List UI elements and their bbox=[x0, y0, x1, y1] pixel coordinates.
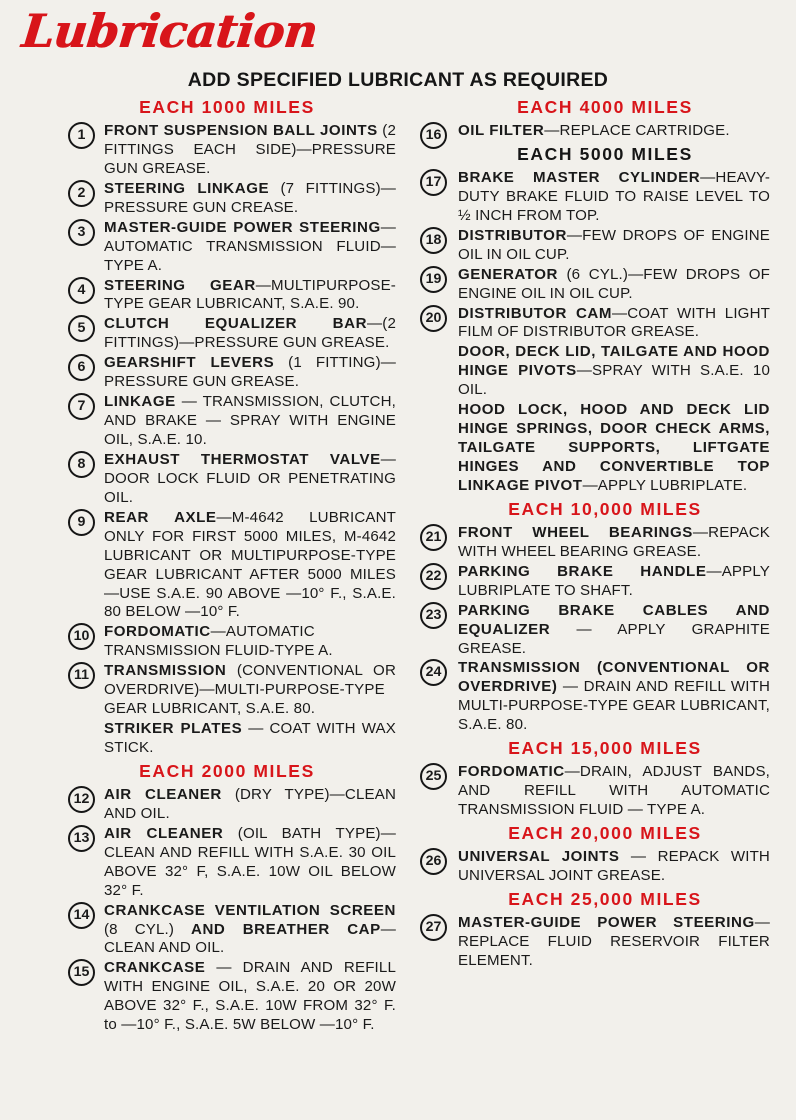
item-lead: FRONT WHEEL BEARINGS bbox=[458, 523, 693, 541]
item-body: —AUTOMATIC TRANSMISSION FLUID—TYPE A. bbox=[104, 218, 396, 274]
section-header: EACH 4000 MILES bbox=[517, 97, 693, 117]
item-lead: UNIVERSAL JOINTS bbox=[458, 848, 620, 865]
right-column bbox=[410, 94, 796, 972]
item-number-badge: 3 bbox=[68, 219, 95, 246]
lubrication-item bbox=[68, 122, 396, 179]
section-header: EACH 1000 MILES bbox=[139, 97, 315, 117]
item-number-badge: 4 bbox=[68, 277, 95, 304]
item-number-badge: 8 bbox=[68, 451, 95, 478]
item-body: —REPLACE CARTRIDGE. bbox=[544, 122, 730, 139]
lubrication-item bbox=[418, 169, 770, 226]
item-number-badge: 19 bbox=[420, 266, 447, 293]
item-number-badge: 23 bbox=[420, 602, 447, 629]
item-lead: CRANKCASE VENTILATION SCREEN bbox=[104, 901, 396, 919]
item-lead: TRANSMISSION (CONVENTIONAL OR OVERDRIVE) bbox=[458, 659, 770, 696]
item-lead: TRANSMISSION bbox=[104, 662, 227, 680]
lubrication-item bbox=[68, 451, 396, 508]
item-body: —AUTOMATIC TRANSMISSION FLUID-TYPE A. bbox=[104, 623, 333, 660]
item-body: —APPLY LUBRIPLATE TO SHAFT. bbox=[458, 562, 770, 599]
item-lead: FRONT SUSPENSION BALL JOINTS bbox=[104, 122, 378, 139]
lubrication-item-unnumbered bbox=[418, 343, 770, 400]
item-number-badge: 10 bbox=[68, 623, 95, 650]
section-header: EACH 2000 MILES bbox=[139, 760, 315, 781]
lubrication-item bbox=[418, 227, 770, 265]
section-header: EACH 25,000 MILES bbox=[508, 888, 702, 909]
item-lead: PARKING BRAKE CABLES AND EQUALIZER bbox=[458, 601, 770, 638]
lubrication-item bbox=[68, 902, 396, 959]
item-lead: DISTRIBUTOR bbox=[458, 226, 567, 244]
item-number-badge: 6 bbox=[68, 354, 95, 381]
item-number-badge: 12 bbox=[68, 786, 95, 813]
item-number-badge: 26 bbox=[420, 848, 447, 875]
lubrication-item bbox=[68, 393, 396, 450]
item-lead: AIR CLEANER bbox=[104, 785, 222, 803]
item-body: (DRY TYPE)—CLEAN AND OIL. bbox=[104, 785, 396, 822]
item-body: — TRANSMISSION, CLUTCH, AND BRAKE — SPRAY WITH ENGINE OIL, S.A.E. 10. bbox=[104, 393, 396, 448]
item-lead: STEERING GEAR bbox=[104, 276, 256, 294]
item-number-badge: 9 bbox=[68, 509, 95, 536]
item-lead: STRIKER PLATES bbox=[104, 720, 243, 738]
item-body: —FEW DROPS OF ENGINE OIL IN OIL CUP. bbox=[458, 226, 770, 263]
item-body: — DRAIN AND REFILL WITH MULTI-PURPOSE-TYPE GEAR LUBRICANT, S.A.E. 80. bbox=[458, 678, 770, 734]
item-lead: HOOD LOCK, HOOD AND DECK LID HINGE SPRINGS, DOOR CHECK ARMS, TAILGATE SUPPORTS, LIFTGATE HINGES AND CONVERTIBLE TOP LINKAGE PIVOT bbox=[458, 401, 770, 494]
lubrication-item bbox=[68, 959, 396, 1035]
item-lead: OIL FILTER bbox=[458, 122, 545, 139]
item-body: —(2 FITTINGS)—PRESSURE GUN GREASE. bbox=[104, 315, 396, 352]
item-body: —REPLACE FLUID RESERVOIR FILTER ELEMENT. bbox=[458, 913, 770, 969]
page-title: Lubrication bbox=[19, 4, 320, 58]
item-number-badge: 14 bbox=[68, 902, 95, 929]
item-body: (1 FITTING)—PRESSURE GUN GREASE. bbox=[104, 354, 396, 391]
section-header: EACH 20,000 MILES bbox=[508, 823, 702, 843]
item-body: (CONVENTIONAL OR OVERDRIVE)—MULTI-PURPOSE-TYPE GEAR LUBRICANT, S.A.E. 80. bbox=[104, 662, 396, 718]
item-body: —MULTIPURPOSE-TYPE GEAR LUBRICANT, S.A.E. 90. bbox=[104, 276, 396, 313]
item-number-badge: 24 bbox=[420, 659, 447, 686]
item-body: —DRAIN, ADJUST BANDS, AND REFILL WITH AUTOMATIC TRANSMISSION FLUID — TYPE A. bbox=[458, 763, 770, 819]
section-header: EACH 5000 MILES bbox=[517, 143, 693, 164]
lubrication-item bbox=[418, 563, 770, 601]
item-number-badge: 13 bbox=[68, 825, 95, 852]
lubrication-item bbox=[418, 848, 770, 886]
lubrication-item bbox=[418, 763, 770, 820]
lubrication-item bbox=[68, 315, 396, 353]
item-lead: EXHAUST THERMOSTAT VALVE bbox=[104, 450, 381, 468]
item-body: (7 FITTINGS)—PRESSURE GUN CREASE. bbox=[104, 179, 396, 216]
lubrication-item-unnumbered bbox=[68, 720, 396, 758]
main-heading: ADD SPECIFIED LUBRICANT AS REQUIRED bbox=[187, 69, 609, 91]
item-body: —DOOR LOCK FLUID OR PENETRATING OIL. bbox=[104, 450, 396, 506]
item-body: — DRAIN AND REFILL WITH ENGINE OIL, S.A.E. 20 OR 20W ABOVE 32° F., S.A.E. 10W FROM 32° F. to —10° F., S.A.E. 5W BELOW —10° F. bbox=[104, 959, 396, 1034]
section-header: EACH 15,000 MILES bbox=[508, 738, 702, 759]
item-lead: MASTER-GUIDE POWER STEERING bbox=[458, 913, 755, 931]
item-number-badge: 27 bbox=[420, 914, 447, 941]
item-lead: BRAKE MASTER CYLINDER bbox=[458, 168, 701, 186]
lubrication-item bbox=[418, 122, 770, 141]
lubrication-item bbox=[68, 219, 396, 276]
item-body: — APPLY GRAPHITE GREASE. bbox=[458, 620, 770, 657]
lubrication-item bbox=[68, 509, 396, 623]
lubrication-item bbox=[68, 825, 396, 901]
item-lead: FORDOMATIC bbox=[458, 763, 565, 781]
item-body: —COAT WITH LIGHT FILM OF DISTRIBUTOR GREASE. bbox=[458, 304, 770, 341]
lubrication-item bbox=[418, 914, 770, 971]
lubrication-item bbox=[418, 524, 770, 562]
item-lead: CRANKCASE bbox=[104, 959, 206, 977]
item-body: —APPLY LUBRIPLATE. bbox=[582, 476, 748, 494]
item-body: — REPACK WITH UNIVERSAL JOINT GREASE. bbox=[458, 848, 770, 884]
lubrication-item bbox=[68, 180, 396, 218]
item-number-badge: 20 bbox=[420, 305, 447, 332]
item-lead: REAR AXLE bbox=[104, 508, 217, 526]
item-number-badge: 16 bbox=[420, 122, 447, 149]
item-lead: MASTER-GUIDE POWER STEERING bbox=[104, 218, 381, 236]
item-lead: PARKING BRAKE HANDLE bbox=[458, 562, 707, 580]
lubrication-chart bbox=[0, 94, 796, 1036]
item-number-badge: 5 bbox=[68, 315, 95, 342]
item-body-secondary: —CLEAN AND OIL. bbox=[104, 920, 396, 957]
item-number-badge: 15 bbox=[68, 959, 95, 986]
item-number-badge: 11 bbox=[68, 662, 95, 689]
item-lead: STEERING LINKAGE bbox=[104, 179, 270, 197]
item-number-badge: 7 bbox=[68, 393, 95, 420]
lubrication-item-unnumbered bbox=[418, 401, 770, 496]
item-lead: DOOR, DECK LID, TAILGATE AND HOOD HINGE PIVOTS bbox=[458, 343, 770, 380]
lubrication-item bbox=[418, 602, 770, 659]
item-body: (6 CYL.)—FEW DROPS OF ENGINE OIL IN OIL CUP. bbox=[458, 265, 770, 302]
item-lead: GENERATOR bbox=[458, 265, 558, 283]
item-lead: AIR CLEANER bbox=[104, 824, 224, 842]
item-lead: CLUTCH EQUALIZER BAR bbox=[104, 315, 368, 333]
lubrication-item bbox=[418, 659, 770, 735]
item-body: — COAT WITH WAX STICK. bbox=[104, 720, 396, 756]
item-lead: FORDOMATIC bbox=[104, 623, 211, 641]
item-lead: LINKAGE bbox=[104, 393, 176, 411]
item-number-badge: 21 bbox=[420, 524, 447, 551]
lubrication-item bbox=[68, 277, 396, 315]
item-body: (8 CYL.) bbox=[104, 920, 191, 938]
item-number-badge: 18 bbox=[420, 227, 447, 254]
item-lead-secondary: AND BREATHER CAP bbox=[191, 920, 381, 938]
item-lead: DISTRIBUTOR CAM bbox=[458, 304, 612, 322]
item-number-badge: 1 bbox=[68, 122, 95, 149]
item-number-badge: 2 bbox=[68, 180, 95, 207]
item-body: —M-4642 LUBRICANT ONLY FOR FIRST 5000 MILES, M-4642 LUBRICANT OR MULTIPURPOSE-TYPE GEAR LUBRICANT AFTER 5000 MILES—USE S.A.E. 90 ABOVE —10° F., S.A.E. 80 BELOW —10° F. bbox=[104, 508, 397, 621]
item-number-badge: 17 bbox=[420, 169, 447, 196]
left-column bbox=[0, 94, 410, 1036]
item-body: —REPACK WITH WHEEL BEARING GREASE. bbox=[458, 523, 770, 560]
item-body: —HEAVY-DUTY BRAKE FLUID TO RAISE LEVEL TO ½ INCH FROM TOP. bbox=[458, 168, 770, 224]
item-body: —SPRAY WITH S.A.E. 10 OIL. bbox=[458, 362, 770, 399]
lubrication-item bbox=[418, 305, 770, 343]
lubrication-item bbox=[68, 354, 396, 392]
item-number-badge: 25 bbox=[420, 763, 447, 790]
item-body: (OIL BATH TYPE)—CLEAN AND REFILL WITH S.A.E. 30 OIL ABOVE 32° F, S.A.E. 10W OIL BELOW 32° F. bbox=[104, 824, 396, 899]
item-lead: GEARSHIFT LEVERS bbox=[104, 354, 275, 372]
item-number-badge: 22 bbox=[420, 563, 447, 590]
item-body: (2 FITTINGS EACH SIDE)—PRESSURE GUN GREASE. bbox=[104, 122, 396, 177]
lubrication-item bbox=[68, 786, 396, 824]
section-header: EACH 10,000 MILES bbox=[508, 498, 702, 519]
lubrication-item bbox=[68, 623, 396, 661]
lubrication-item bbox=[418, 266, 770, 304]
lubrication-item bbox=[68, 662, 396, 719]
